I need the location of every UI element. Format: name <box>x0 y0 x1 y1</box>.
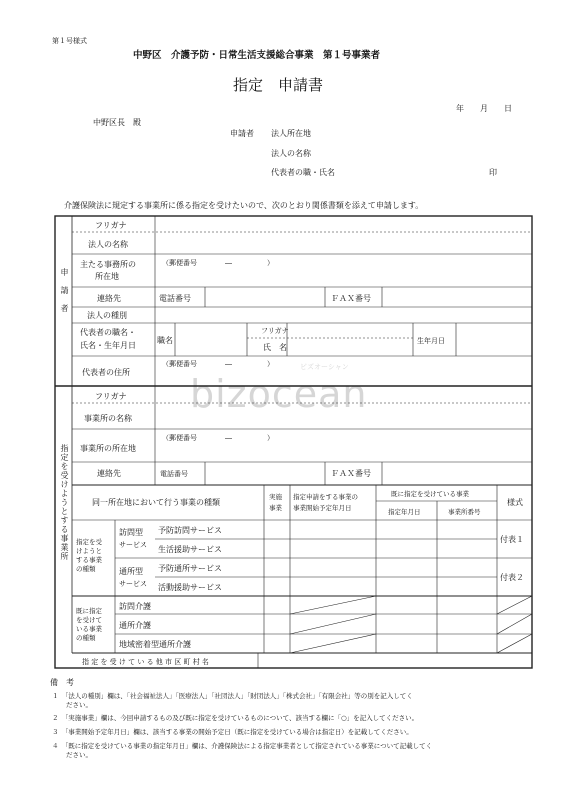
form-subtitle: 中野区 介護予防・日常生活支援総合事業 第１号事業者 <box>133 50 381 61</box>
apply-label-2: けようと <box>76 547 102 555</box>
other-municipalities-label: 指 定 を 受 け て い る 他 市 区 町 村 名 <box>82 658 209 666</box>
apply-label-3: する事業 <box>76 556 102 564</box>
main-office-postal[interactable]: （郵便番号 ― ） <box>162 259 274 267</box>
attachment-2: 付表２ <box>500 573 524 582</box>
position-label: 職名 <box>157 336 173 345</box>
existing-label-3: いる事業 <box>76 625 102 633</box>
watermark-logo: bizocean <box>190 372 368 416</box>
watermark-kana: ビズオーシャン <box>300 363 349 371</box>
office-section-label: 指定を受けようとする事業所 <box>60 444 69 561</box>
form-number: 第１号様式 <box>52 37 87 45</box>
applicant-section-label: 申請者 <box>60 268 69 322</box>
rep-postal[interactable]: （郵便番号 ― ） <box>162 360 274 368</box>
applicant-label: 申請者 <box>230 129 254 138</box>
note-2: ２ 「実施事業」欄は、今回申請するもの及び既に指定を受けているものについて、該当する欄に「○」を記入してください。 <box>52 714 419 722</box>
service-life-support: 生活援助サービス <box>158 545 222 554</box>
rep-address-label: 代表者の住所 <box>82 368 130 377</box>
start-date-header-1: 指定申請をする事業の <box>293 493 358 501</box>
day-type-label-2: サービス <box>119 580 147 588</box>
implementation-header-1: 実施 <box>269 493 282 501</box>
fax-label: ＦＡＸ番号 <box>331 294 371 303</box>
office-fax-label: ＦＡＸ番号 <box>331 469 371 478</box>
service-preventive-visit: 予防訪問サービス <box>158 526 222 535</box>
representative-label: 代表者の職・氏名 <box>271 168 335 177</box>
date-field[interactable]: 年 月 日 <box>456 104 512 113</box>
addressee: 中野区長 殿 <box>93 118 141 127</box>
service-day-care: 通所介護 <box>119 621 151 630</box>
note-4: ４ 「既に指定を受けている事業の指定年月日」欄は、介護保険法による指定事業者として指定されている事業について記載してく <box>52 742 433 750</box>
implementation-header-2: 事業 <box>269 504 282 512</box>
rep-furigana-label: フリガナ <box>261 327 289 335</box>
page-title: 指定 申請書 <box>233 76 324 94</box>
existing-label-1: 既に指定 <box>76 607 102 615</box>
apply-label-1: 指定を受 <box>76 538 102 546</box>
rep-name-label: 氏 名 <box>263 343 287 352</box>
contact-label: 連絡先 <box>97 294 121 303</box>
birthdate-label: 生年月日 <box>417 337 445 345</box>
main-office-label-2: 所在地 <box>95 272 119 281</box>
existing-label-2: を受けて <box>76 616 102 624</box>
note-4-cont: ださい。 <box>66 751 92 759</box>
corp-name-row-label: 法人の名称 <box>88 240 128 249</box>
corp-type-label: 法人の種別 <box>87 311 127 320</box>
office-postal[interactable]: （郵便番号 ― ） <box>162 434 274 442</box>
office-address-label: 事業所の所在地 <box>80 444 136 453</box>
rep-label-2: 氏名・生年月日 <box>80 341 136 350</box>
apply-label-4: の種類 <box>76 565 96 573</box>
corp-name-label: 法人の名称 <box>271 149 311 158</box>
attachment-1: 付表１ <box>500 535 524 544</box>
note-1: １ 「法人の種別」欄は、「社会福祉法人」「医療法人」「社団法人」「財団法人」「株式会社」「有限会社」等の別を記入してく <box>52 692 413 700</box>
main-office-label-1: 主たる事務所の <box>80 260 136 269</box>
office-name-label: 事業所の名称 <box>84 414 132 423</box>
service-preventive-day: 予防通所サービス <box>158 564 222 573</box>
existing-label-4: の種類 <box>76 634 96 642</box>
service-home-care: 訪問介護 <box>119 602 151 611</box>
corp-address-label: 法人所在地 <box>271 129 311 138</box>
designation-date-header: 指定年月日 <box>388 508 421 516</box>
seal-mark: 印 <box>489 168 497 177</box>
office-contact-label: 連絡先 <box>97 469 121 478</box>
visit-type-label-2: サービス <box>119 541 147 549</box>
rep-label-1: 代表者の職名・ <box>80 328 136 337</box>
office-phone-label: 電話番号 <box>160 470 188 478</box>
intro-text: 介護保険法に規定する事業所に係る指定を受けたいので、次のとおり関係書類を添えて申請します。 <box>64 201 424 210</box>
phone-label: 電話番号 <box>159 294 191 303</box>
furigana-label: フリガナ <box>95 221 127 230</box>
start-date-header-2: 事業開始予定年月日 <box>293 504 352 512</box>
note-3: ３ 「事業開始予定年月日」欄は、該当する事業の開始予定日（既に指定を受けている場合は指定日）を記載してください。 <box>52 728 413 736</box>
note-1-cont: ださい。 <box>66 701 92 709</box>
day-type-label-1: 通所型 <box>119 567 143 576</box>
existing-header: 既に指定を受けている事業 <box>391 490 469 498</box>
notes-heading: 備 考 <box>50 678 74 687</box>
form-type-header: 様式 <box>507 498 523 507</box>
service-community-day-care: 地域密着型通所介護 <box>119 640 191 649</box>
service-activity-support: 活動援助サービス <box>158 583 222 592</box>
office-furigana-label: フリガナ <box>95 392 127 401</box>
office-number-header: 事業所番号 <box>448 508 481 516</box>
visit-type-label-1: 訪問型 <box>119 528 143 537</box>
service-kind-header: 同一所在地において行う事業の種類 <box>92 498 220 507</box>
